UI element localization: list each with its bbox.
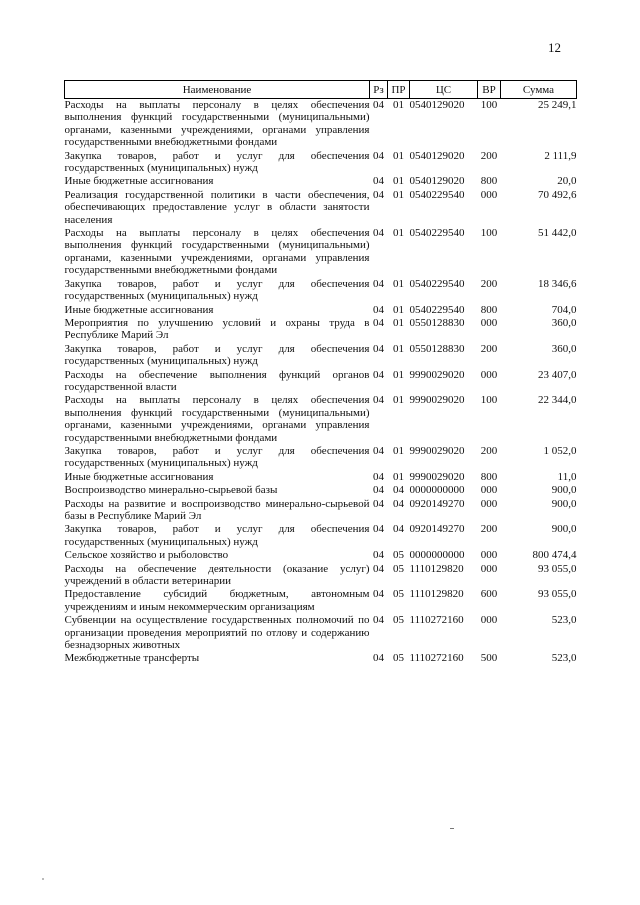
cell-rz: 04 <box>373 549 384 562</box>
page-number: 12 <box>548 40 561 55</box>
header-rz: Рз <box>370 81 388 99</box>
cell-name: Межбюджетные трансферты <box>64 652 200 665</box>
table-row <box>65 614 577 652</box>
cell-name: Закупка товаров, работ и услуг для обеспечения государственных (муниципальных) нужд <box>64 523 370 548</box>
table-row <box>65 189 577 227</box>
cell-pr: 01 <box>393 188 404 201</box>
budget-table <box>64 80 577 666</box>
header-sum: Сумма <box>501 81 577 99</box>
cell-cs: 0540129020 <box>409 99 465 111</box>
cell-sum: 20,0 <box>557 175 577 188</box>
cell-cs: 0540229540 <box>409 277 465 290</box>
cell-vr: 200 <box>480 444 498 457</box>
cell-vr: 000 <box>480 549 498 562</box>
cell-sum: 70 492,6 <box>538 188 577 201</box>
cell-pr: 05 <box>393 614 404 627</box>
cell-pr: 01 <box>393 99 404 111</box>
cell-vr: 600 <box>480 588 498 601</box>
table-row <box>65 304 577 317</box>
cell-sum: 523,0 <box>551 614 577 627</box>
cell-pr: 04 <box>393 497 404 510</box>
cell-vr: 000 <box>480 368 498 381</box>
cell-cs: 1110272160 <box>409 652 464 665</box>
cell-name: Воспроизводство минерально-сырьевой базы <box>64 484 278 497</box>
header-vr: ВР <box>478 81 501 99</box>
cell-cs: 1110129820 <box>409 588 464 601</box>
cell-pr: 04 <box>393 484 404 497</box>
table-row <box>65 99 577 150</box>
cell-cs: 0540229540 <box>409 303 465 316</box>
cell-sum: 704,0 <box>551 303 577 316</box>
cell-rz: 04 <box>373 175 384 188</box>
cell-vr: 100 <box>480 99 498 111</box>
cell-rz: 04 <box>373 277 384 290</box>
cell-vr: 200 <box>480 149 498 162</box>
table-row <box>65 652 577 665</box>
cell-pr: 05 <box>393 549 404 562</box>
cell-cs: 0540229540 <box>409 227 465 240</box>
cell-name: Закупка товаров, работ и услуг для обеспечения государственных (муниципальных) нужд <box>64 342 370 368</box>
cell-pr: 01 <box>393 342 404 355</box>
cell-cs: 0920149270 <box>409 523 465 536</box>
cell-rz: 04 <box>373 316 384 329</box>
cell-cs: 0000000000 <box>409 484 465 497</box>
cell-rz: 04 <box>373 394 384 407</box>
cell-rz: 04 <box>373 149 384 162</box>
cell-vr: 200 <box>480 523 498 536</box>
table-row <box>65 150 577 176</box>
header-pr: ПР <box>388 81 410 99</box>
cell-sum: 900,0 <box>551 523 577 536</box>
cell-cs: 9990029020 <box>409 470 465 483</box>
table-row <box>65 394 577 445</box>
cell-cs: 1110129820 <box>409 562 464 575</box>
cell-sum: 22 344,0 <box>538 394 577 407</box>
cell-sum: 1 052,0 <box>543 444 577 457</box>
cell-rz: 04 <box>373 444 384 457</box>
table-row <box>65 588 577 614</box>
cell-name: Расходы на обеспечение выполнения функций органов государственной власти <box>64 368 370 393</box>
cell-cs: 0540129020 <box>409 149 465 162</box>
cell-name: Расходы на развитие и воспроизводство минерально-сырьевой базы в Республике Марий Эл <box>64 497 370 522</box>
table-row <box>65 549 577 562</box>
cell-rz: 04 <box>373 652 384 665</box>
scan-mark <box>450 828 454 829</box>
table-row <box>65 175 577 188</box>
header-cs: ЦС <box>410 81 478 99</box>
cell-sum: 360,0 <box>551 316 577 329</box>
table-row <box>65 563 577 589</box>
cell-pr: 04 <box>393 523 404 536</box>
cell-cs: 0540229540 <box>409 188 465 201</box>
cell-pr: 05 <box>393 588 404 601</box>
cell-pr: 01 <box>393 175 404 188</box>
cell-name: Иные бюджетные ассигнования <box>64 175 214 188</box>
cell-cs: 0540129020 <box>409 175 465 188</box>
cell-pr: 01 <box>393 149 404 162</box>
cell-rz: 04 <box>373 188 384 201</box>
cell-vr: 500 <box>480 652 498 665</box>
cell-vr: 000 <box>480 497 498 510</box>
cell-sum: 523,0 <box>551 652 577 665</box>
cell-cs: 9990029020 <box>409 444 465 457</box>
cell-rz: 04 <box>373 562 384 575</box>
cell-rz: 04 <box>373 342 384 355</box>
cell-cs: 0550128830 <box>409 342 465 355</box>
cell-rz: 04 <box>373 470 384 483</box>
table-row <box>65 227 577 278</box>
cell-cs: 9990029020 <box>409 368 465 381</box>
cell-name: Расходы на выплаты персоналу в целях обеспечения выполнения функций государственными (муниципальными) органами, казенными учреждениями, органами управления государственными внебюджетными фондами <box>64 227 370 277</box>
cell-pr: 01 <box>393 444 404 457</box>
cell-rz: 04 <box>373 484 384 497</box>
cell-sum: 360,0 <box>551 342 577 355</box>
cell-sum: 93 055,0 <box>538 588 577 601</box>
table-row <box>65 471 577 484</box>
cell-sum: 900,0 <box>551 484 577 497</box>
header-name: Наименование <box>65 81 370 99</box>
cell-pr: 01 <box>393 470 404 483</box>
cell-vr: 200 <box>480 342 498 355</box>
cell-sum: 51 442,0 <box>538 227 577 240</box>
cell-vr: 800 <box>480 175 498 188</box>
cell-sum: 2 111,9 <box>544 149 577 162</box>
cell-cs: 0550128830 <box>409 316 465 329</box>
cell-rz: 04 <box>373 368 384 381</box>
table-row <box>65 343 577 369</box>
cell-pr: 01 <box>393 227 404 240</box>
cell-sum: 900,0 <box>551 497 577 510</box>
table-header <box>65 81 577 99</box>
cell-name: Сельское хозяйство и рыболовство <box>64 549 229 562</box>
cell-name: Предоставление субсидий бюджетным, автономным учреждениям и иным некоммерческим организациям <box>64 588 370 613</box>
cell-sum: 23 407,0 <box>538 368 577 381</box>
cell-vr: 100 <box>480 227 498 240</box>
cell-sum: 11,0 <box>557 470 577 483</box>
cell-name: Реализация государственной политики в части обеспечения, обеспечивающих предоставление услуг в области занятости населения <box>64 188 370 226</box>
cell-rz: 04 <box>373 99 384 111</box>
cell-rz: 04 <box>373 227 384 240</box>
cell-vr: 100 <box>480 394 498 407</box>
cell-name: Расходы на выплаты персоналу в целях обеспечения выполнения функций государственными (муниципальными) органами, казенными учреждениями, органами управления государственными внебюджетными фондами <box>64 99 370 149</box>
cell-pr: 01 <box>393 394 404 407</box>
cell-vr: 000 <box>480 484 498 497</box>
table-body <box>65 99 577 666</box>
cell-name: Закупка товаров, работ и услуг для обеспечения государственных (муниципальных) нужд <box>64 444 370 470</box>
cell-pr: 01 <box>393 368 404 381</box>
cell-name: Мероприятия по улучшению условий и охраны труда в Республике Марий Эл <box>64 316 370 342</box>
cell-name: Иные бюджетные ассигнования <box>64 470 214 483</box>
cell-vr: 000 <box>480 188 498 201</box>
cell-name: Закупка товаров, работ и услуг для обеспечения государственных (муниципальных) нужд <box>64 149 370 175</box>
cell-vr: 800 <box>480 303 498 316</box>
cell-name: Расходы на выплаты персоналу в целях обеспечения выполнения функций государственными (муниципальными) органами, казенными учреждениями, органами управления государственными внебюджетными фондами <box>64 394 370 444</box>
cell-cs: 1110272160 <box>409 614 464 627</box>
table-row <box>65 445 577 471</box>
cell-cs: 9990029020 <box>409 394 465 407</box>
cell-pr: 01 <box>393 277 404 290</box>
cell-vr: 200 <box>480 277 498 290</box>
table-row <box>65 523 577 549</box>
scan-mark <box>42 878 44 880</box>
cell-pr: 01 <box>393 316 404 329</box>
cell-name: Закупка товаров, работ и услуг для обеспечения государственных (муниципальных) нужд <box>64 277 370 303</box>
table-row <box>65 498 577 524</box>
cell-rz: 04 <box>373 303 384 316</box>
cell-name: Расходы на обеспечение деятельности (оказание услуг) учреждений в области ветеринарии <box>64 562 370 588</box>
cell-name: Иные бюджетные ассигнования <box>64 303 214 316</box>
cell-vr: 800 <box>480 470 498 483</box>
cell-vr: 000 <box>480 316 498 329</box>
cell-sum: 18 346,6 <box>538 277 577 290</box>
cell-vr: 000 <box>480 614 498 627</box>
cell-pr: 05 <box>393 562 404 575</box>
cell-name: Субвенции на осуществление государственных полномочий по организации проведения мероприятий по отлову и содержанию безнадзорных животных <box>64 614 370 652</box>
cell-vr: 000 <box>480 562 498 575</box>
cell-sum: 25 249,1 <box>538 99 577 111</box>
cell-pr: 01 <box>393 303 404 316</box>
cell-cs: 0920149270 <box>409 497 465 510</box>
cell-sum: 800 474,4 <box>532 549 577 562</box>
cell-rz: 04 <box>373 523 384 536</box>
table-row <box>65 484 577 497</box>
cell-pr: 05 <box>393 652 404 665</box>
table-row <box>65 278 577 304</box>
table-row <box>65 317 577 343</box>
cell-rz: 04 <box>373 588 384 601</box>
cell-cs: 0000000000 <box>409 549 465 562</box>
cell-rz: 04 <box>373 614 384 627</box>
cell-rz: 04 <box>373 497 384 510</box>
table-row <box>65 369 577 395</box>
cell-sum: 93 055,0 <box>538 562 577 575</box>
